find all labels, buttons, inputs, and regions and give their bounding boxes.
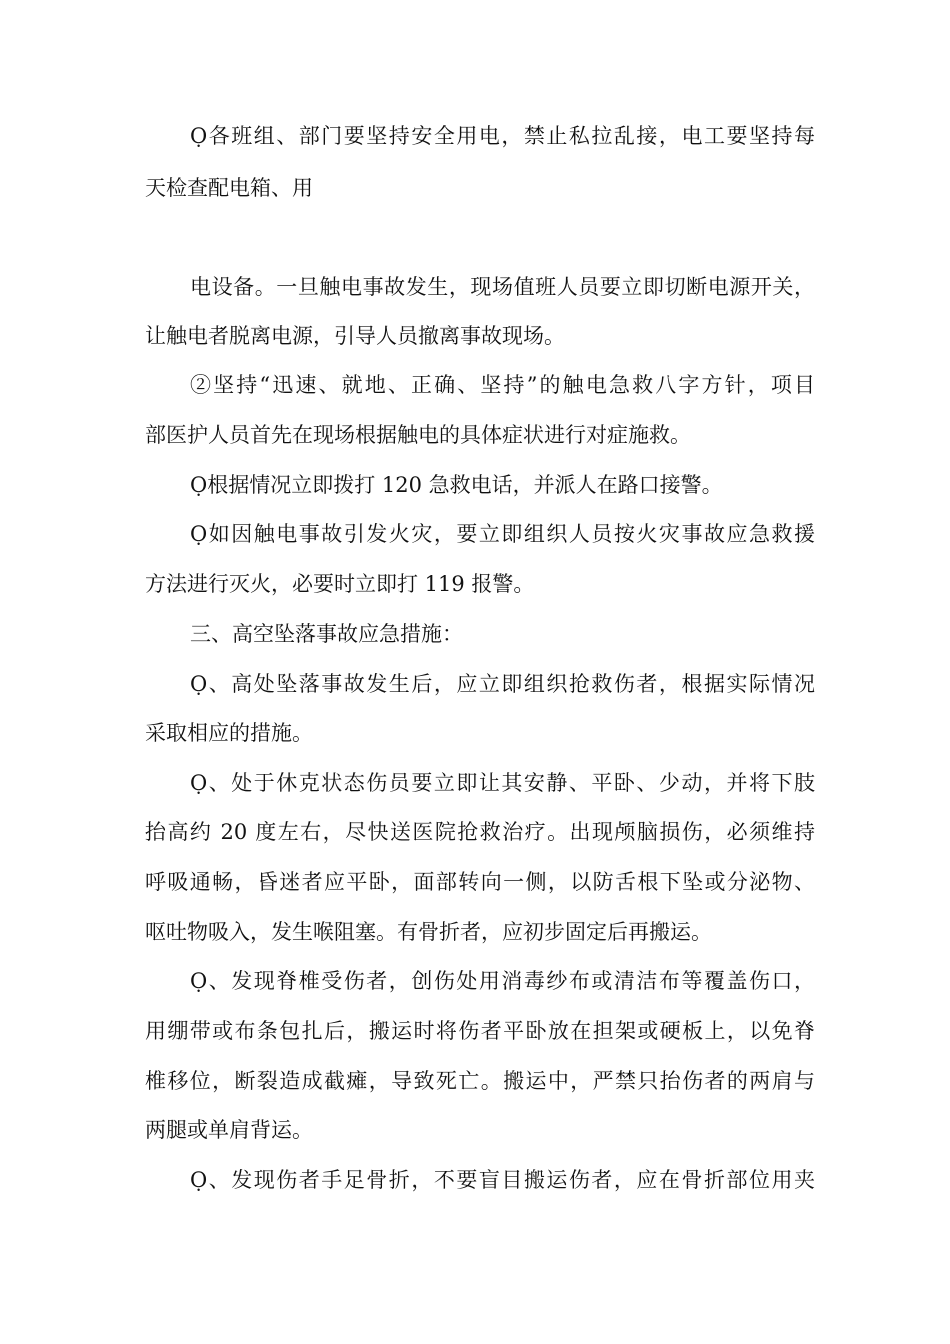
paragraph-line: Ọ、发现伤者手足骨折，不要盲目搬运伤者，应在骨折部位用夹: [190, 1168, 815, 1192]
paragraph-line: 让触电者脱离电源，引导人员撤离事故现场。: [145, 324, 565, 348]
paragraph-line: Ọ根据情况立即拨打 120 急救电话，并派人在路口接警。: [190, 473, 723, 497]
paragraph-line: 椎移位，断裂造成截瘫，导致死亡。搬运中，严禁只抬伤者的两肩与: [145, 1069, 815, 1093]
section-heading: 三、高空坠落事故应急措施：: [190, 622, 463, 646]
paragraph-line: Ọ各班组、部门要坚持安全用电，禁止私拉乱接，电工要坚持每: [190, 124, 815, 148]
paragraph-line: 用绷带或布条包扎后，搬运时将伤者平卧放在担架或硬板上，以免脊: [145, 1019, 815, 1043]
paragraph-line: 天检查配电箱、用: [145, 176, 313, 200]
paragraph-line: 抬高约 20 度左右，尽快送医院抢救治疗。出现颅脑损伤，必须维持: [145, 820, 815, 844]
paragraph-line: Ọ、高处坠落事故发生后，应立即组织抢救伤者，根据实际情况: [190, 672, 815, 696]
paragraph-line: 采取相应的措施。: [145, 721, 313, 745]
paragraph-line: ②坚持“迅速、就地、正确、坚持”的触电急救八字方针，项目: [190, 373, 815, 397]
paragraph-line: 方法进行灭火，必要时立即打 119 报警。: [145, 572, 535, 596]
paragraph-line: 呕吐物吸入，发生喉阻塞。有骨折者，应初步固定后再搬运。: [145, 920, 712, 944]
paragraph-line: Ọ如因触电事故引发火灾，要立即组织人员按火灾事故应急救援: [190, 522, 815, 546]
paragraph-line: Ọ、发现脊椎受伤者，创伤处用消毒纱布或清洁布等覆盖伤口，: [190, 969, 815, 993]
paragraph-line: 电设备。一旦触电事故发生，现场值班人员要立即切断电源开关，: [190, 275, 815, 299]
paragraph-line: 呼吸通畅，昏迷者应平卧，面部转向一侧，以防舌根下坠或分泌物、: [145, 870, 815, 894]
paragraph-line: Ọ、处于休克状态伤员要立即让其安静、平卧、少动，并将下肢: [190, 771, 815, 795]
paragraph-line: 部医护人员首先在现场根据触电的具体症状进行对症施救。: [145, 423, 691, 447]
paragraph-line: 两腿或单肩背运。: [145, 1118, 313, 1142]
